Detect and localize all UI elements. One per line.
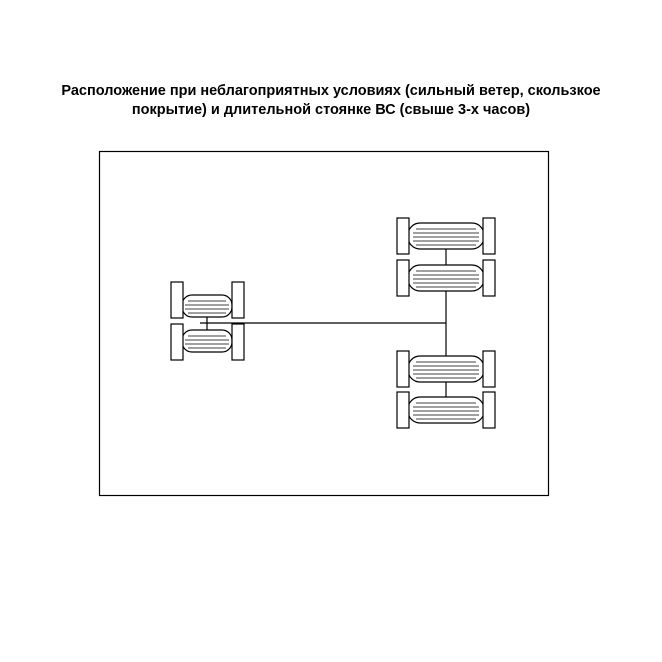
main-wheel [408, 397, 484, 423]
nose-gear [171, 282, 244, 360]
wheel-chock [483, 218, 495, 254]
nose-wheel-upper [182, 295, 232, 317]
main-wheel [408, 223, 484, 249]
nose-wheel-lower [182, 330, 232, 352]
main-wheel [408, 265, 484, 291]
caption-line-2: покрытие) и длительной стоянке ВС (свыше 3-х часов) [131, 102, 531, 118]
wheel-chock [397, 351, 409, 387]
wheel-chock [397, 260, 409, 296]
wheel-chock [483, 351, 495, 387]
wheel-chock [397, 218, 409, 254]
caption-line-1: Расположение при неблагоприятных условиях (сильный ветер, скользкое [61, 83, 601, 99]
wheel-chock [232, 282, 244, 318]
wheel-chock [171, 282, 183, 318]
wheel-chock [232, 324, 244, 360]
wheel-chock [483, 260, 495, 296]
wheel-chock [171, 324, 183, 360]
main-wheel [408, 356, 484, 382]
wheel-chock [397, 392, 409, 428]
wheel-chock [483, 392, 495, 428]
